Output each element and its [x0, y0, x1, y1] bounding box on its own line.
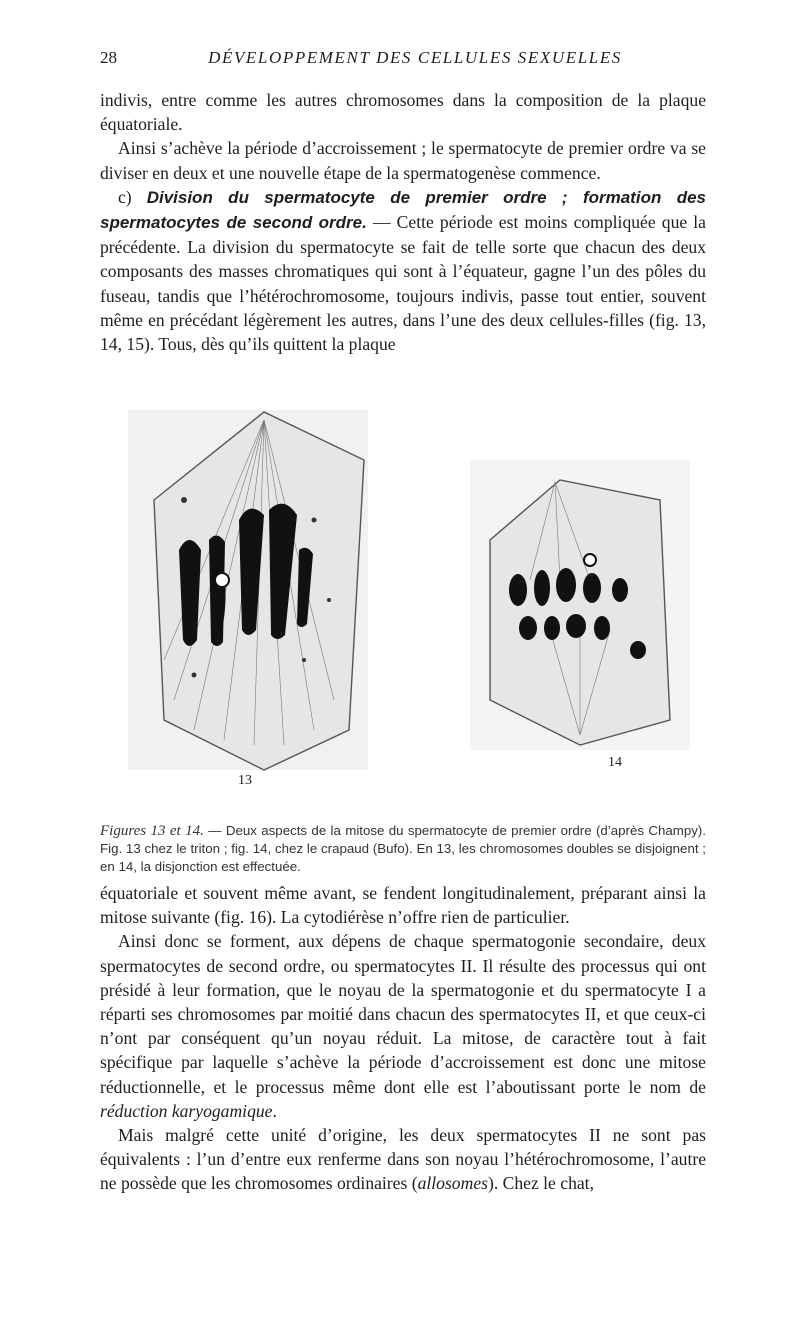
top-text-block [100, 88, 706, 356]
running-head: DÉVELOPPEMENT DES CELLULES SEXUELLES [208, 48, 622, 67]
figure-13-14 [100, 400, 706, 810]
page-header [100, 48, 700, 72]
paragraph-text: Mais malgré cette unité d’origine, les deux spermatocytes II ne sont pas équivalents : l’un d’entre eux renferme dans son noyau l’hétérochromosome, l’autre ne possède que les chromosomes ordinaires ( [100, 1125, 706, 1194]
paragraph: indivis, entre comme les autres chromosomes dans la composition de la plaque équatoriale. [100, 90, 706, 135]
paragraph [100, 1123, 706, 1196]
figure-13-label: 13 [238, 773, 252, 788]
section-body: — Cette période est moins compliquée que la précédente. La division du spermatocyte se fait de telle sorte que chacun des deux composants des masses chromatiques qui sont à l’équateur, gagne l’un des pôles du fuseau, tandis que l’hétérochromosome, toujours indivis, passe tout entier, souvent même en précédant légèrement les autres, dans l’une des deux cellules-filles (fig. 13, 14, 15). Tous, dès qu’ils quittent la plaque [100, 212, 706, 355]
section-paragraph [100, 185, 706, 356]
section-letter: c) [118, 186, 147, 207]
paragraph-end: . [272, 1100, 277, 1121]
term-reduction-karyogamique: réduction karyogamique [100, 1100, 273, 1121]
bottom-text-block [100, 881, 706, 1196]
paragraph-end: ). Chez le chat, [487, 1173, 594, 1194]
term-allosomes: allosomes [417, 1173, 488, 1194]
paragraph: Ainsi s’achève la période d’accroissement ; le spermatocyte de premier ordre va se diviser en deux et une nouvelle étape de la spermatogenèse commence. [100, 138, 706, 183]
caption-text: — Deux aspects de la mitose du spermatocyte de premier ordre (d’après Champy). Fig. 13 chez le triton ; fig. 14, chez le crapaud (Bufo). En 13, les chromosomes doubles se disjoignent ; en 14, la disjonction est effectuée. [100, 823, 706, 874]
paragraph [100, 929, 706, 1123]
section-title: Division du spermatocyte de premier ordre ; formation des spermatocytes de second ordre. [100, 187, 706, 233]
paragraph-text: Ainsi donc se forment, aux dépens de chaque spermatogonie secondaire, deux spermatocytes de second ordre, ou spermatocytes II. Il résulte des processus qui ont présidé à leur formation, que le noyau de la spermatogonie et du spermatocyte I a réparti ses chromosomes par moitié dans chacun des spermatocytes II, et que ceux-ci n’ont par conséquent qu’un noyau réduit. La mitose, de caractère tout à fait spécifique par laquelle s’achève la période d’accroissement est donc une mitose réductionnelle, et le processus même dont elle est l’aboutissant porte le nom de [100, 931, 706, 1097]
page-number: 28 [100, 48, 117, 67]
figure-13-drawing [124, 400, 374, 775]
figure-14-drawing [470, 460, 690, 760]
figure-14-label: 14 [608, 755, 622, 770]
paragraph: équatoriale et souvent même avant, se fendent longitudinalement, préparant ainsi la mitose suivante (fig. 16). La cytodiérèse n’offre rien de particulier. [100, 883, 706, 928]
figure-caption [100, 822, 706, 876]
caption-label: Figures 13 et 14. [100, 823, 204, 839]
